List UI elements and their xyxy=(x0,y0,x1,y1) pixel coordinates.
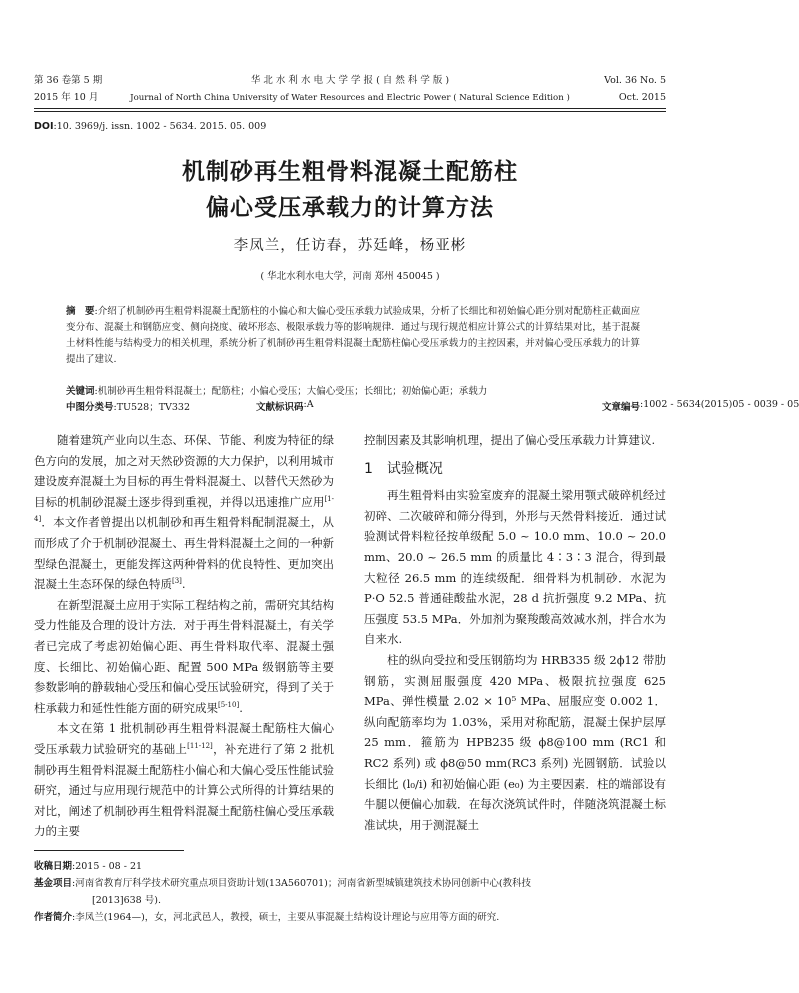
affiliation: ( 华北水利水电大学，河南 郑州 450045 ) xyxy=(260,271,440,282)
received-date: 收稿日期:2015 - 08 - 21 xyxy=(34,861,143,872)
clc-label: 中图分类号 xyxy=(66,402,114,413)
section-heading: 1 试验概况 xyxy=(364,460,443,477)
doc-code-value: :A xyxy=(303,399,314,410)
clc-value: :TU528；TV332 xyxy=(113,402,191,413)
abstract-text: :介绍了机制砂再生粗骨料混凝土配筋柱的小偏心和大偏心受压承载力试验成果，分析了长细比和初始偏心距分别对配筋柱正截面应变分布、混凝土和钢筋应变、侧向挠度、破坏形态、极限承载力等的影响规律．通过与现行规范相应计算公式的计算结果对比，基于混凝土材料性能与结构受力的相关机理，系统分析了机制砂再生粗骨料混凝土配筋柱偏心受压承载力的主控因素，并对偏心受压承载力的计算提出了建议. xyxy=(66,306,640,365)
citation: [5-10] xyxy=(218,700,240,709)
keywords xyxy=(66,383,640,397)
paragraph: 再生粗骨料由实验室废弃的混凝土梁用颚式破碎机经过初碎、二次破碎和筛分得到，外形与天然骨料接近．通过试验测试骨料粒径按单级配 5.0 ~ 10.0 mm、10.0 ~ 20.0 mm、20.0 ~ 26.5 mm 的质量比 4∶3∶3 混合，得到最大粒径 26.5 mm 的连续级配．细骨料为机制砂．水泥为 P·O 52.5 普通硅酸盐水泥，28 d 抗折强度 9.2 MPa、抗压强度 53.5 MPa．外加剂为聚羧酸高效减水剂，拌合水为自来水. xyxy=(364,488,666,647)
citation: [11-12] xyxy=(187,741,213,750)
footnote-rule xyxy=(34,850,184,851)
abstract-label: 摘 要 xyxy=(66,306,95,317)
citation: [1-4] xyxy=(34,494,334,524)
body-column-right xyxy=(364,430,666,835)
keywords-text: :机制砂再生粗骨料混凝土；配筋柱；小偏心受压；大偏心受压；长细比；初始偏心距；承载力 xyxy=(94,386,488,397)
fund-info: 基金项目:河南省教育厅科学技术研究重点项目资助计划(13A560701)；河南省新型城镇建筑技术协同创新中心(教科技 xyxy=(34,878,532,889)
journal-name-en: Journal of North China University of Water Resources and Electric Power ( Natural Science Edition ) xyxy=(130,93,570,103)
doi-value: :10. 3969/j. issn. 1002 - 5634. 2015. 05. 009 xyxy=(53,121,267,132)
keywords-label: 关键词 xyxy=(66,386,95,397)
author-list: 李凤兰，任访春，苏廷峰，杨亚彬 xyxy=(233,238,467,254)
doi-label: DOI xyxy=(34,121,54,132)
volume-en: Vol. 36 No. 5 xyxy=(604,75,666,86)
paragraph: 控制因素及其影响机理，提出了偏心受压承载力计算建议. xyxy=(364,433,656,447)
date-en: Oct. 2015 xyxy=(618,92,666,103)
body-column-left xyxy=(34,430,334,842)
header-rule xyxy=(34,108,666,109)
author-bio: 作者简介:李凤兰(1964—)，女，河北武邑人，教授，硕士，主要从事混凝土结构设计理论与应用等方面的研究. xyxy=(34,912,500,923)
paragraph: 随着建筑产业向以生态、环保、节能、利废为特征的绿色方向的发展，加之对天然砂资源的大力保护，以利用城市建设废弃混凝土为目标的再生骨料混凝土、以替代天然砂为目标的机制砂混凝土逐步得到重视，并得以迅速推广应用[1-4]．本文作者曾提出以机制砂和再生粗骨料配制混凝土，从而形成了介于机制砂混凝土、再生骨料混凝土之间的一种新型绿色混凝土，更能发挥这两种骨料的优良特性、更加突出混凝土生态环保的绿色特质[3]. xyxy=(34,433,334,592)
header-rule-thin xyxy=(34,111,666,112)
paragraph: 本文在第 1 批机制砂再生粗骨料混凝土配筋柱大偏心受压承载力试验研究的基础上[11-12]，补充进行了第 2 批机制砂再生粗骨料混凝土配筋柱小偏心和大偏心受压性能试验研究，通过与应用现行规范中的计算公式所得的计算结果的对比，阐述了机制砂再生粗骨料混凝土配筋柱偏心受压承载力的主要 xyxy=(34,721,334,839)
volume-cn: 第 36 卷第 5 期 xyxy=(34,75,103,86)
paper-title-line2: 偏心受压承载力的计算方法 xyxy=(206,195,494,221)
fund-info-cont: [2013]638 号). xyxy=(92,895,161,906)
article-no-label: 文章编号 xyxy=(601,402,640,413)
paragraph: 柱的纵向受拉和受压钢筋均为 HRB335 级 2ϕ12 带肋钢筋，实测屈服强度 420 MPa、极限抗拉强度 625 MPa、弹性模量 2.02 × 10⁵ MPa、屈服应变 0.002 1．纵向配筋率均为 1.03%，采用对称配筋，混凝土保护层厚 25 mm．箍筋为 HPB235 级 ϕ8@100 mm (RC1 和 RC2 系列) 或 ϕ8@50 mm(RC3 系列) 光圆钢筋．试验以长细比 (l₀/i) 和初始偏心距 (e₀) 为主要因素．柱的端部设有牛腿以便偏心加载．在每次浇筑试件时，伴随浇筑混凝土标准试块，用于测混凝土 xyxy=(364,652,666,832)
paragraph: 在新型混凝土应用于实际工程结构之前，需研究其结构受力性能及合理的设计方法．对于再生骨料混凝土，有关学者已完成了考虑初始偏心距、再生骨料取代率、混凝土强度、长细比、初始偏心距、配置 500 MPa 级钢筋等主要参数影响的静载轴心受压和偏心受压试验研究，得到了关于柱承载力和延性性能方面的研究成果[5-10]. xyxy=(34,597,334,715)
date-cn: 2015 年 10 月 xyxy=(34,92,99,103)
footnotes xyxy=(34,858,666,926)
doc-code-label: 文献标识码 xyxy=(256,402,304,413)
journal-name-cn: 华 北 水 利 水 电 大 学 学 报 ( 自 然 科 学 版 ) xyxy=(250,75,450,86)
doi xyxy=(34,121,266,132)
abstract xyxy=(66,304,640,368)
paper-title-line1: 机制砂再生粗骨料混凝土配筋柱 xyxy=(182,159,518,185)
citation: [3] xyxy=(172,577,182,586)
article-no-value: :1002 - 5634(2015)05 - 0039 - 05 xyxy=(640,399,799,410)
